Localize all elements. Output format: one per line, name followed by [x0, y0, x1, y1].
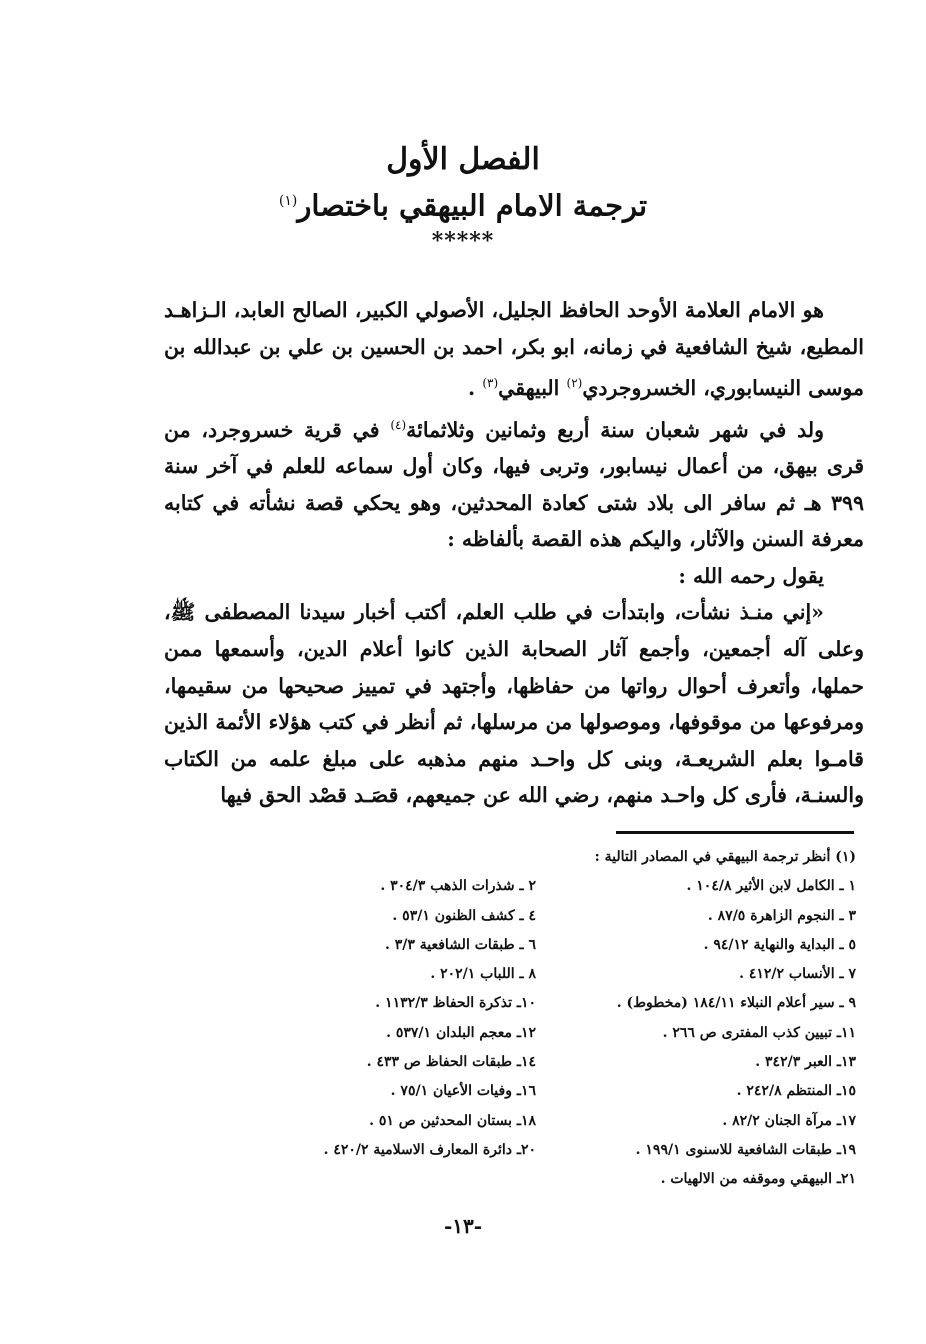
footnote-item: ١ ـ الكامل لابن الأثير ١٠٤/٨ . [686, 878, 856, 895]
footnote-ref-3: (٣) [482, 376, 499, 391]
footnote-item: ٦ ـ طبقات الشافعية ٣/٣ . [384, 936, 536, 953]
paragraph-intro [164, 292, 864, 407]
footnote-item: ٢٠ـ دائرة المعارف الاسلامية ٤٢٠/٢ . [323, 1141, 536, 1158]
footnote-item: ١٨ـ بستان المحدثين ص ٥١ . [369, 1112, 536, 1129]
page-number: -١٣- [443, 1214, 483, 1238]
footnote-item: ٢١ـ البيهقي وموقفه من الالهيات . [660, 1171, 856, 1188]
footnote-item: ٤ ـ كشف الظنون ٥٣/١ . [392, 907, 536, 924]
footnote-item: ١٠ـ تذكرة الحفاظ ١١٣٢/٣ . [375, 995, 536, 1012]
footnote-item: ٨ ـ اللباب ٢٠٢/١ . [430, 966, 536, 983]
footnote-ref-4: (٤) [390, 417, 407, 432]
chapter-subtitle-text: ترجمة الامام البيهقي باختصار [297, 188, 648, 223]
footnote-item: ١٤ـ طبقات الحفاظ ص ٤٣٣ . [366, 1054, 536, 1071]
footnote-item: ١٢ـ معجم البلدان ٥٣٧/١ . [386, 1024, 536, 1041]
footnote-item: ١٦ـ وفيات الأعيان ٧٥/١ . [390, 1083, 536, 1100]
footnote-item: ٩ ـ سير أعلام النبلاء ١٨٤/١١ (مخطوط) . [616, 995, 856, 1012]
body-text [164, 292, 864, 814]
paragraph-quote-intro: يقول رحمه الله : [678, 563, 824, 588]
paragraph-intro-text-c: . [468, 376, 483, 401]
paragraph-quote: «إني منـذ نشأت، وابتدأت في طلب العلم، أكتب أخبار سيدنا المصطفى ﷺ، وعلى آله أجمعين، وأجمع آثار الصحابة الذين كانوا أعلام الدين، وأسمعها ممن حملها، وأتعرف أحوال رواتها من حفاظها، وأجتهد في تمييز صحيحها من سقيمها، ومرفوعها من موقوفها، وموصولها من مرسلها، ثم أنظر في كتب هؤلاء الأئمة الذين قامـوا بعلم الشريعـة، وبنى كل واحـد منهم مذهبه على مبلغ علمه من الكتاب والسنـة، فأرى كل واحـد منهم، رضي الله عن جميعهم، قصَـد قصْد الحق فيها [164, 600, 864, 808]
footnote-item: ١٧ـ مرآة الجنان ٨٢/٢ . [722, 1112, 856, 1129]
footnote-ref-2: (٢) [566, 376, 583, 391]
chapter-subtitle [0, 180, 926, 227]
footnotes [236, 843, 856, 1195]
footnote-item: ١٩ـ طبقات الشافعية للاسنوى ١٩٩/١ . [635, 1141, 856, 1158]
paragraph-birth [164, 407, 864, 558]
footnote-ref-1: (١) [278, 193, 298, 209]
paragraph-intro-text: هو الامام العلامة الأوحد الحافظ الجليل، الأصولي الكبير، الصالح العابد، الـزاهـد المطيع، شيخ الشافعية في زمانه، ابو بكر، احمد بن الحسين بن علي بن عبدالله بن موسى النيسابوري، الخسروجردي [164, 298, 864, 401]
footnote-intro: (١) أنظر ترجمة البيهقي في المصادر التالية : [594, 849, 856, 865]
footnote-item: ١٣ـ العبر ٣٤٢/٣ . [755, 1054, 856, 1071]
footnote-separator [616, 831, 854, 834]
footnote-item: ٢ ـ شذرات الذهب ٣٠٤/٣ . [380, 878, 536, 895]
footnote-list [236, 872, 856, 1194]
paragraph-intro-text-b: البيهقي [498, 376, 567, 401]
footnote-item: ١١ـ تبيين كذب المفترى ص ٢٦٦ . [662, 1024, 856, 1041]
paragraph-birth-text: ولد في شهر شعبان سنة أربع وثمانين وثلاثمائة [406, 417, 824, 442]
chapter-title: الفصل الأول [386, 142, 540, 177]
paragraph-birth-text-b: في قرية خسروجرد، من قرى بيهق، من أعمال نيسابور، وتربى فيها، وكان أول سماعه للعلم في آخر سنة ٣٩٩ هـ ثم سافر الى بلاد شتى كعادة المحدثين، وهو يحكي قصة نشأته في كتابه معرفة السنن والآثار، واليكم هذه القصة بألفاظه : [164, 417, 864, 552]
footnote-item: ٣ ـ النجوم الزاهرة ٨٧/٥ . [707, 907, 856, 924]
star-divider: ***** [431, 227, 495, 254]
footnote-item: ٥ ـ البداية والنهاية ٩٤/١٢ . [703, 936, 856, 953]
footnote-item: ١٥ـ المنتظم ٢٤٢/٨ . [736, 1083, 856, 1100]
footnote-item: ٧ ـ الأنساب ٤١٢/٢ . [739, 966, 856, 983]
chapter-heading [0, 140, 926, 253]
